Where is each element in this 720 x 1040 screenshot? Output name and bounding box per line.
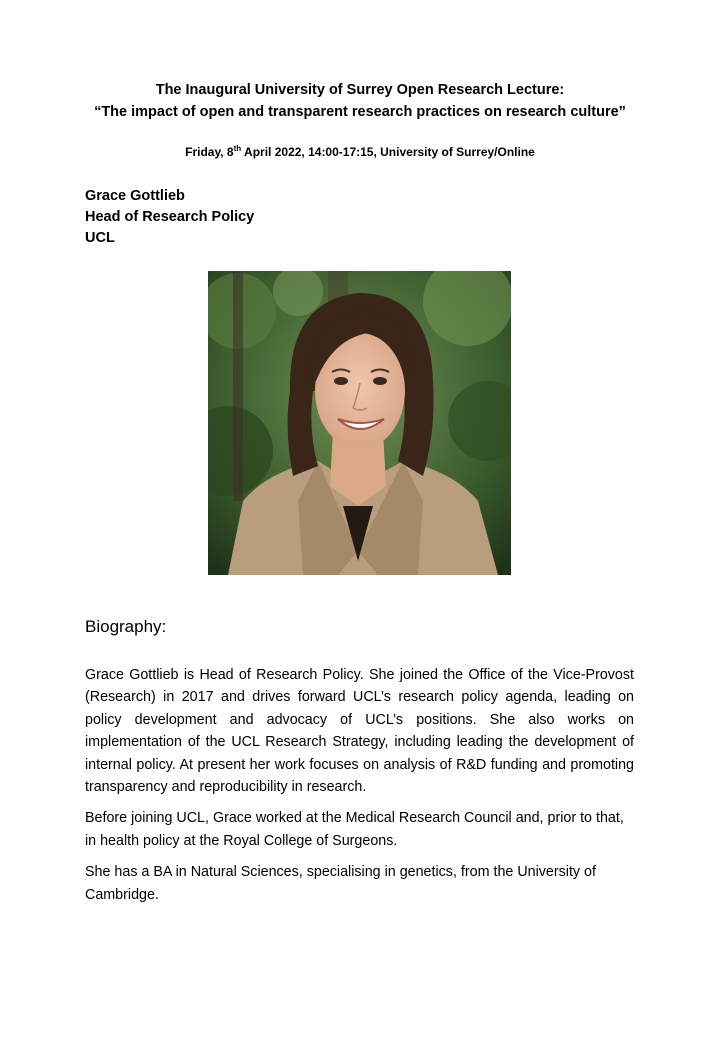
biography-paragraph: She has a BA in Natural Sciences, specialising in genetics, from the University of Cambridge. — [85, 864, 596, 903]
event-date-day: Friday, 8 — [185, 145, 234, 159]
speaker-photo — [208, 271, 511, 575]
speaker-role: Head of Research Policy — [85, 209, 255, 225]
biography-text — [85, 664, 634, 915]
biography-heading: Biography: — [85, 617, 167, 636]
speaker-name: Grace Gottlieb — [85, 188, 185, 204]
speaker-photo-illustration — [208, 271, 511, 575]
lecture-title — [40, 79, 680, 123]
event-date-location — [40, 143, 680, 161]
speaker-block — [85, 186, 254, 249]
speaker-organisation: UCL — [85, 230, 115, 246]
lecture-title-line-2: “The impact of open and transparent research practices on research culture” — [94, 104, 626, 120]
lecture-title-line-1: The Inaugural University of Surrey Open Research Lecture: — [155, 82, 565, 98]
event-date-suffix: th — [233, 144, 242, 153]
biography-paragraph: Before joining UCL, Grace worked at the Medical Research Council and, prior to that, in health policy at the Royal College of Surgeons. — [85, 810, 624, 849]
event-date-rest: April 2022, 14:00-17:15, University of Surrey/Online — [241, 145, 535, 159]
biography-paragraph: Grace Gottlieb is Head of Research Policy. She joined the Office of the Vice-Provost (Research) in 2017 and drives forward UCL’s research policy agenda, leading on policy development and advocacy of UCL’s positions. She also works on implementation of the UCL Research Strategy, including leading the development of internal policy. At present her work focuses on analysis of R&D funding and promoting transparency and reproducibility in research. — [85, 667, 634, 796]
